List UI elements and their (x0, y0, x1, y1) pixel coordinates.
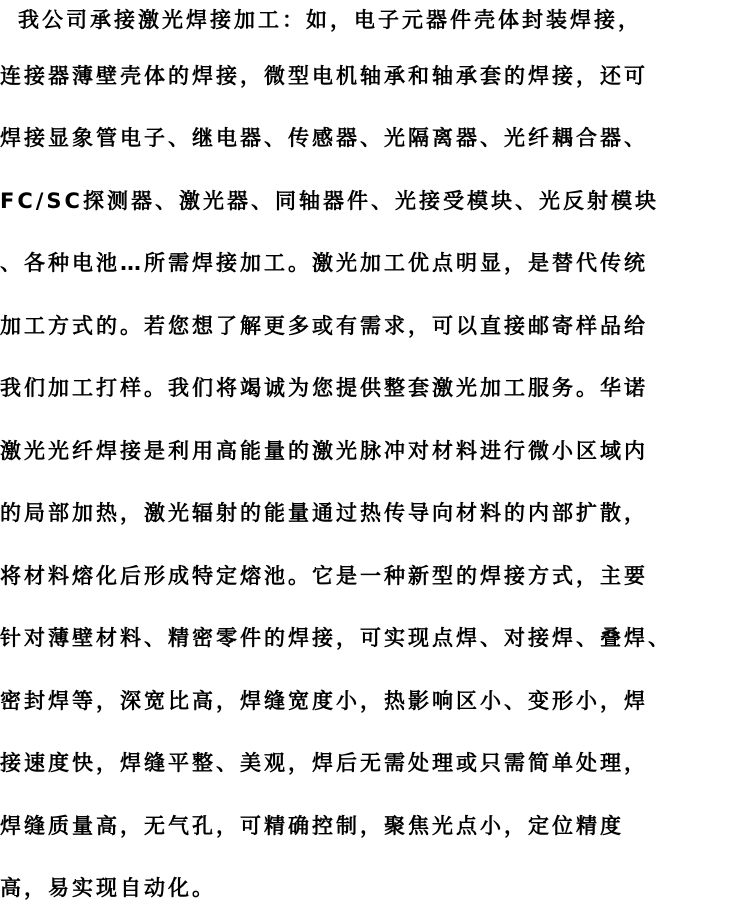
text-line-14: 焊缝质量高，无气孔，可精确控制，聚焦光点小，定位精度 (0, 814, 624, 838)
text-line-8: 激光光纤焊接是利用高能量的激光脉冲对材料进行微小区域内 (0, 439, 648, 463)
text-line-15: 高，易实现自动化。 (0, 876, 216, 900)
text-line-10: 将材料熔化后形成特定熔池。它是一种新型的焊接方式，主要 (0, 564, 648, 588)
text-line-4: FC/SC探测器、激光器、同轴器件、光接受模块、光反射模块 (0, 189, 659, 213)
text-line-5: 、各种电池…所需焊接加工。激光加工优点明显，是替代传统 (0, 251, 648, 275)
text-line-7: 我们加工打样。我们将竭诚为您提供整套激光加工服务。华诺 (0, 376, 648, 400)
text-line-11: 针对薄壁材料、精密零件的焊接，可实现点焊、对接焊、叠焊、 (0, 626, 672, 650)
text-line-3: 焊接显象管电子、继电器、传感器、光隔离器、光纤耦合器、 (0, 126, 648, 150)
text-line-2: 连接器薄壁壳体的焊接，微型电机轴承和轴承套的焊接，还可 (0, 64, 648, 88)
text-line-12: 密封焊等，深宽比高，焊缝宽度小，热影响区小、变形小，焊 (0, 689, 648, 713)
text-line-1: 我公司承接激光焊接加工：如，电子元器件壳体封装焊接， (18, 8, 642, 32)
text-line-13: 接速度快，焊缝平整、美观，焊后无需处理或只需简单处理， (0, 751, 648, 775)
text-line-6: 加工方式的。若您想了解更多或有需求，可以直接邮寄样品给 (0, 314, 648, 338)
text-line-9: 的局部加热，激光辐射的能量通过热传导向材料的内部扩散， (0, 501, 648, 525)
